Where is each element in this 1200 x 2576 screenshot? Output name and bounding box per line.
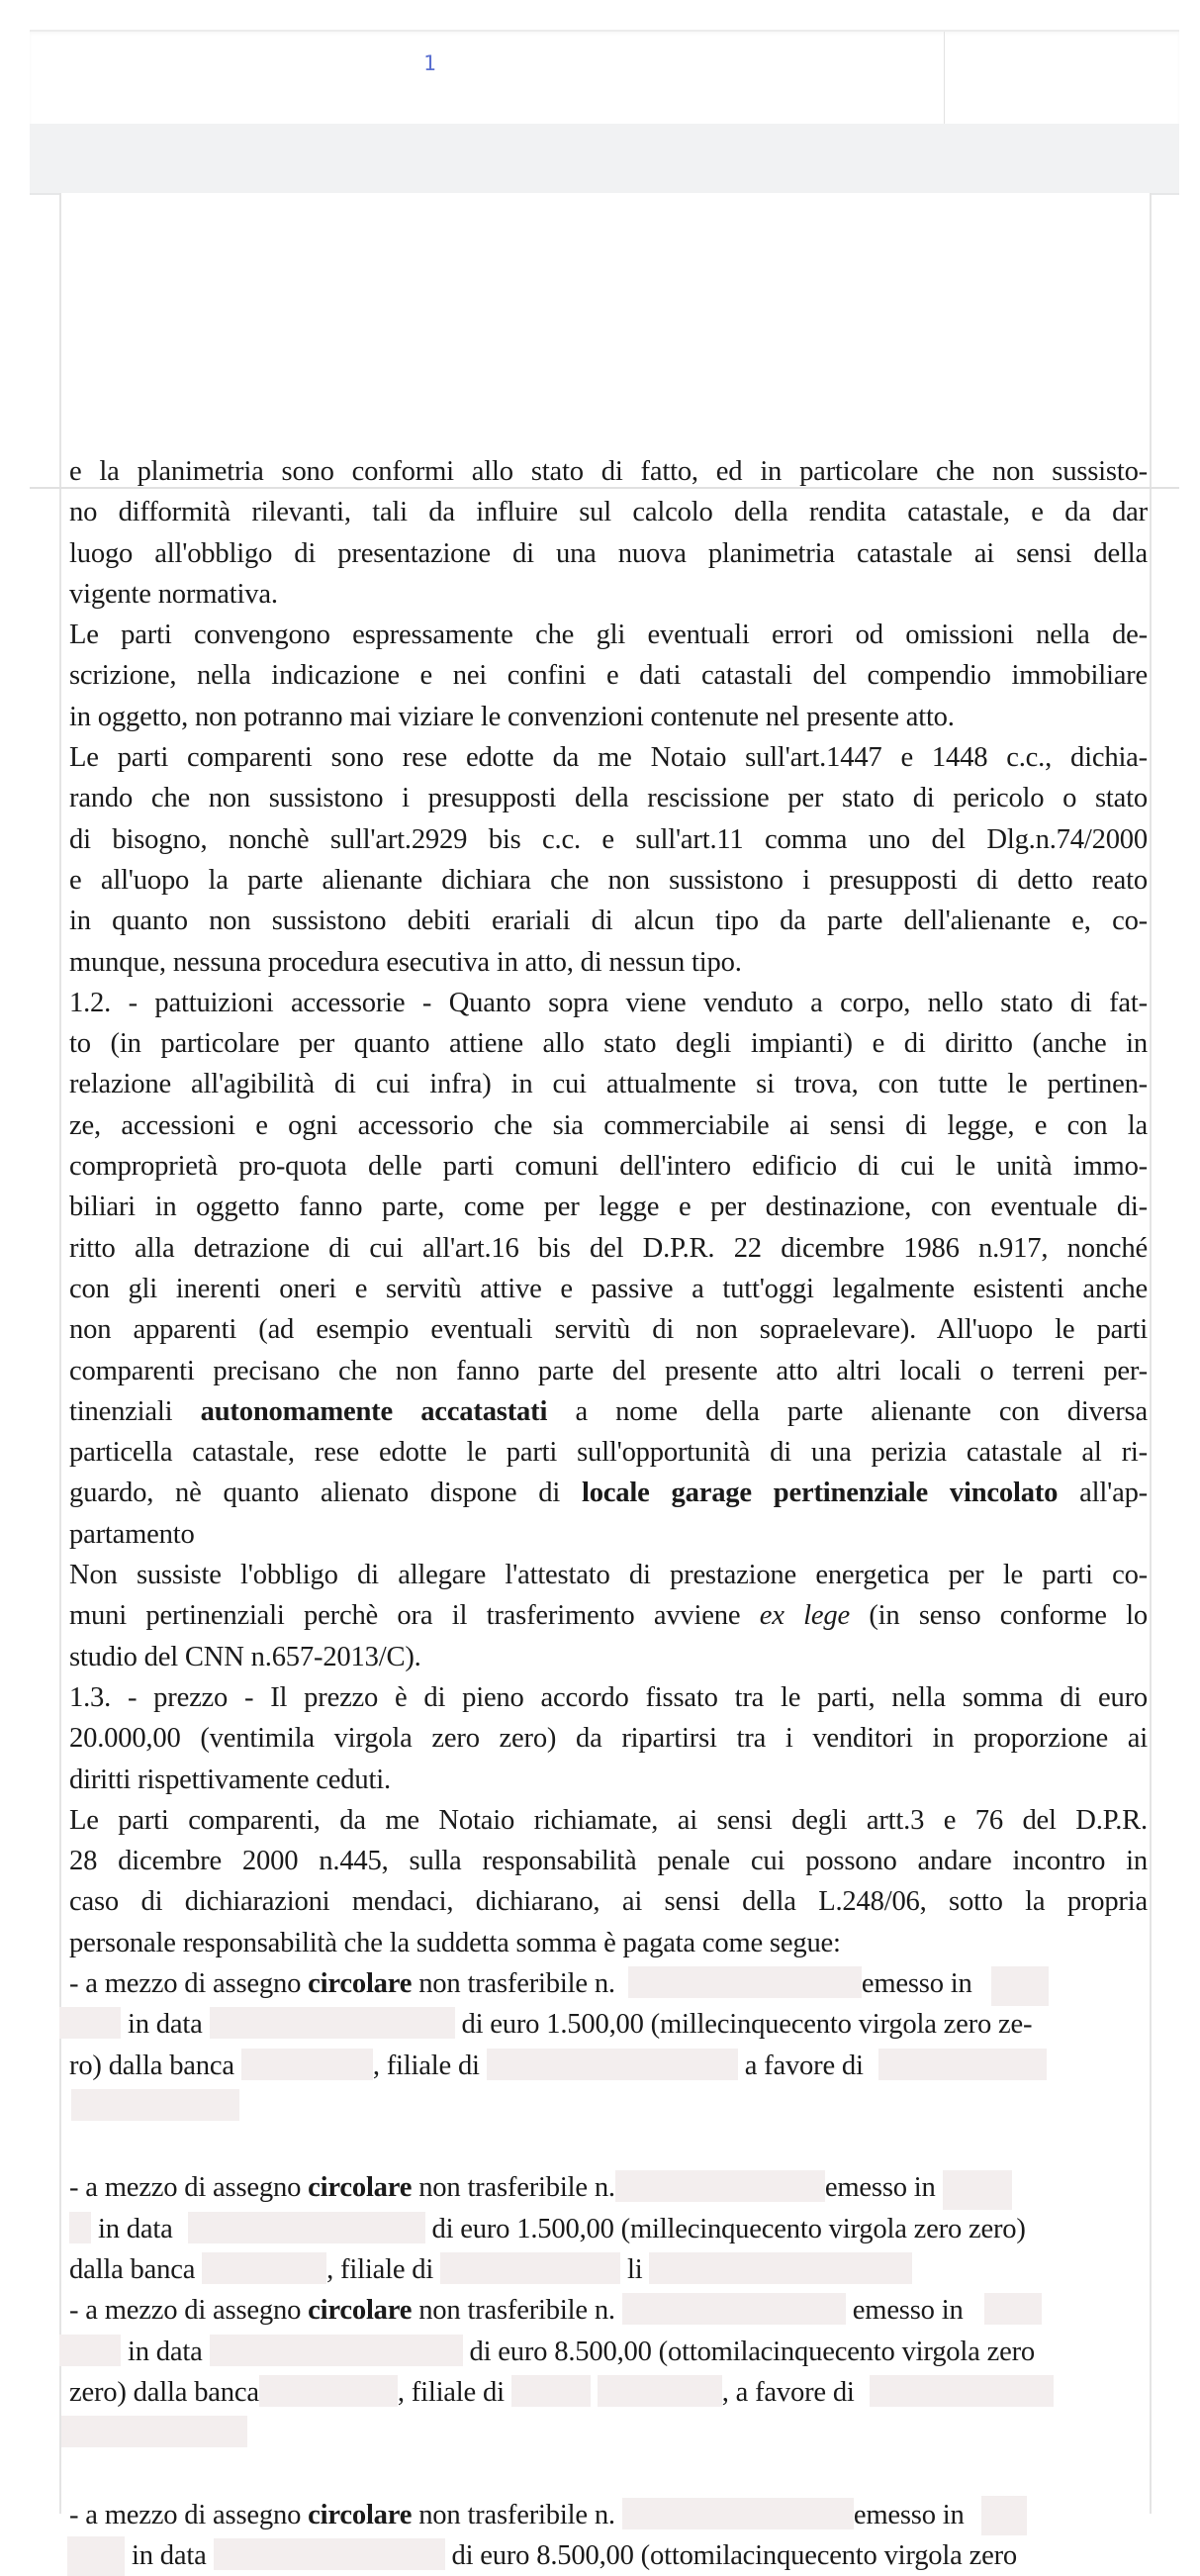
redacted-field: [991, 1966, 1049, 2006]
payment-line: [69, 2249, 1148, 2290]
text-line: Le parti convengono espressamente che gli eventuali errori od omissioni nella de-: [69, 620, 1148, 651]
redacted-field: [622, 2293, 846, 2325]
text-line: con gli inerenti oneri e servitù attive e passive a tutt'oggi legalmente esistenti anche: [69, 1273, 1148, 1304]
page-gap-band: [30, 124, 1179, 195]
text: emesso in: [861, 1967, 972, 1999]
text: emesso in: [853, 2499, 965, 2530]
payment-line: [69, 2167, 1148, 2208]
redacted-field: [878, 2049, 1047, 2080]
redacted-field: [188, 2212, 425, 2243]
text: in data: [97, 2213, 173, 2244]
deed-paragraphs: [69, 451, 1148, 1963]
payment-line: [69, 1963, 1148, 2004]
text-line: [69, 1473, 1148, 1513]
bold-text: autonomamente accatastati: [200, 1395, 548, 1427]
text-line: biliari in oggetto fanno parte, come per legge e per destinazione, con eventuale di-: [69, 1192, 1148, 1223]
text-line: rando che non sussistono i presupposti della rescissione per stato di pericolo o stato: [69, 783, 1148, 814]
text: , filiale di: [397, 2376, 505, 2408]
redacted-field: [210, 2335, 463, 2366]
italic-text: ex lege: [759, 1600, 850, 1632]
text: di euro 8.500,00 (ottomilacinquecento virgola zero: [469, 2336, 1035, 2367]
text: , filiale di: [372, 2050, 480, 2081]
text-line: Non sussiste l'obbligo di allegare l'attestato di prestazione energetica per le parti co-: [69, 1560, 1148, 1591]
text: a nome della parte alienante con diversa: [547, 1395, 1148, 1427]
text-line: 1.2. - pattuizioni accessorie - Quanto sopra viene venduto a corpo, nello stato di fat-: [69, 987, 1148, 1018]
redacted-field: [61, 2416, 247, 2447]
text-line: non apparenti (ad esempio eventuali servitù di non sopraelevare). All'uopo le parti: [69, 1314, 1148, 1346]
text: dalla banca: [69, 2254, 196, 2286]
text-line: to (in particolare per quanto attiene allo stato degli impianti) e di diritto (anche in: [69, 1028, 1148, 1060]
text: emesso in: [852, 2295, 964, 2327]
payment-line: [69, 2413, 1148, 2453]
text-line: di bisogno, nonchè sull'art.2929 bis c.c. e sull'art.11 comma uno del Dlg.n.74/2000: [69, 823, 1148, 855]
text: non trasferibile n.: [412, 2295, 615, 2327]
text: ro) dalla banca: [69, 2050, 234, 2081]
redacted-field: [649, 2252, 912, 2284]
payment-line: [69, 2046, 1148, 2086]
text: , filiale di: [326, 2254, 434, 2286]
text-line: comproprietà pro-quota delle parti comuni dell'intero edificio di cui le unità immo-: [69, 1151, 1148, 1183]
redacted-field: [598, 2375, 722, 2407]
text-line: 28 dicembre 2000 n.445, sulla responsabilità penale cui possono andare incontro in: [69, 1846, 1148, 1877]
payment-line: [69, 2332, 1148, 2372]
text: di euro 1.500,00 (millecinquecento virgola zero ze-: [461, 2009, 1033, 2041]
text-line: e all'uopo la parte alienante dichiara che non sussistono i presupposti di detto reato: [69, 864, 1148, 896]
text-line: luogo all'obbligo di presentazione di una nuova planimetria catastale ai sensi della: [69, 537, 1148, 569]
redacted-field: [487, 2049, 738, 2080]
redacted-field: [214, 2538, 445, 2570]
document-body: [69, 451, 1148, 2576]
bold-text: circolare: [308, 2499, 413, 2530]
redacted-field: [59, 2335, 121, 2366]
redacted-field: [202, 2252, 326, 2284]
redacted-field: [622, 2498, 854, 2529]
redacted-field: [59, 2007, 121, 2039]
redacted-field: [870, 2375, 1054, 2407]
redacted-field: [984, 2293, 1042, 2325]
text: all'ap-: [1058, 1478, 1148, 1509]
text: guardo, nè quanto alienato dispone di: [69, 1478, 582, 1509]
text: non trasferibile n.: [412, 2172, 615, 2204]
redacted-field: [71, 2089, 239, 2121]
bold-text: circolare: [308, 1967, 413, 1999]
redacted-field: [69, 2212, 91, 2243]
text: di euro 1.500,00 (millecinquecento virgola zero zero): [431, 2213, 1026, 2244]
redacted-field: [511, 2375, 591, 2407]
redacted-field: [440, 2252, 620, 2284]
text-line: no difformità rilevanti, tali da influire sul calcolo della rendita catastale, e da dar: [69, 497, 1148, 528]
text-line: in quanto non sussistono debiti erariali di alcun tipo da parte dell'alienante e, co-: [69, 906, 1148, 937]
text: emesso in: [824, 2172, 936, 2204]
text: muni pertinenziali perchè ora il trasferimento avviene: [69, 1600, 760, 1632]
redacted-field: [67, 2536, 125, 2576]
text-line: caso di dichiarazioni mendaci, dichiarano, ai sensi della L.248/06, sotto la propria: [69, 1886, 1148, 1918]
text-line: diritti rispettivamente ceduti.: [69, 1764, 391, 1795]
text-line: relazione all'agibilità di cui infra) in cui attualmente si trova, con tutte le pertinen-: [69, 1069, 1148, 1100]
payment-entry: [69, 1963, 1148, 2167]
text: in data: [127, 2336, 203, 2367]
redacted-field: [628, 1966, 862, 1998]
text: - a mezzo di assegno: [69, 2172, 309, 2204]
payment-line: [69, 2535, 1148, 2576]
text-line: ze, accessioni e ogni accessorio che sia commerciabile ai sensi di legge, e con la: [69, 1109, 1148, 1141]
text-line: ritto alla detrazione di cui all'art.16 bis del D.P.R. 22 dicembre 1986 n.917, nonché: [69, 1232, 1148, 1264]
payment-line: [69, 2004, 1148, 2045]
redacted-field: [210, 2007, 455, 2039]
text-line: comparenti precisano che non fanno parte del presente atto altri locali o terreni per-: [69, 1355, 1148, 1386]
bold-text: locale garage pertinenziale vincolato: [581, 1478, 1059, 1509]
text: non trasferibile n.: [412, 1967, 615, 1999]
redacted-field: [259, 2375, 398, 2407]
text: zero) dalla banca: [69, 2376, 259, 2408]
spacer: [69, 2127, 1148, 2167]
text-line: 20.000,00 (ventimila virgola zero zero) da ripartirsi tra i venditori in proporzione ai: [69, 1723, 1148, 1755]
text: non trasferibile n.: [412, 2499, 615, 2530]
text: in data: [127, 2009, 203, 2041]
text-line: in oggetto, non potranno mai viziare le convenzioni contenute nel presente atto.: [69, 701, 955, 732]
payment-entry: [69, 2495, 1148, 2576]
column-divider: [944, 32, 945, 126]
text: , a favore di: [721, 2376, 855, 2408]
text-line: Le parti comparenti sono rese edotte da me Notaio sull'art.1447 e 1448 c.c., dichia-: [69, 742, 1148, 774]
text: di euro 8.500,00 (ottomilacinquecento virgola zero: [451, 2540, 1017, 2572]
text: - a mezzo di assegno: [69, 2295, 309, 2327]
text-line: personale responsabilità che la suddetta somma è pagata come segue:: [69, 1927, 841, 1958]
payment-line: [69, 2372, 1148, 2413]
text-line: e la planimetria sono conformi allo stato di fatto, ed in particolare che non sussisto-: [69, 456, 1148, 487]
payment-line: [69, 2086, 1148, 2127]
redacted-field: [981, 2496, 1027, 2535]
text: - a mezzo di assegno: [69, 2499, 309, 2530]
text-line: scrizione, nella indicazione e nei confini e dati catastali del compendio immobiliare: [69, 660, 1148, 692]
payment-line: [69, 2290, 1148, 2331]
text-line: Le parti comparenti, da me Notaio richiamate, ai sensi degli artt.3 e 76 del D.P.R.: [69, 1804, 1148, 1836]
text: a favore di: [744, 2050, 864, 2081]
text-line: particella catastale, rese edotte le parti sull'opportunità di una perizia catastale al ri-: [69, 1437, 1148, 1469]
payment-entry: [69, 2290, 1148, 2494]
text-line: [69, 1391, 1148, 1432]
payment-entry: [69, 2167, 1148, 2290]
text-line: [69, 1595, 1148, 1636]
text-line: partamento: [69, 1518, 195, 1550]
redacted-field: [943, 2170, 1012, 2210]
redacted-field: [615, 2170, 825, 2202]
spacer: [69, 2454, 1148, 2495]
text: li: [627, 2254, 643, 2286]
text-line: munque, nessuna procedura esecutiva in atto, di nessun tipo.: [69, 946, 742, 978]
redacted-field: [241, 2049, 373, 2080]
bold-text: circolare: [308, 2295, 413, 2327]
text: (in senso conforme lo: [849, 1600, 1148, 1632]
text: in data: [131, 2540, 207, 2572]
text: tinenziali: [69, 1395, 201, 1427]
payment-line: [69, 2495, 1148, 2535]
text-line: 1.3. - prezzo - Il prezzo è di pieno accordo fissato tra le parti, nella somma di euro: [69, 1681, 1148, 1713]
payment-line: [69, 2209, 1148, 2249]
bold-text: circolare: [308, 2172, 413, 2204]
page-number-row: [30, 30, 1179, 126]
text-line: vigente normativa.: [69, 578, 278, 610]
text-line: studio del CNN n.657-2013/C).: [69, 1641, 421, 1672]
text: - a mezzo di assegno: [69, 1967, 309, 1999]
page-number: 1: [423, 51, 436, 75]
